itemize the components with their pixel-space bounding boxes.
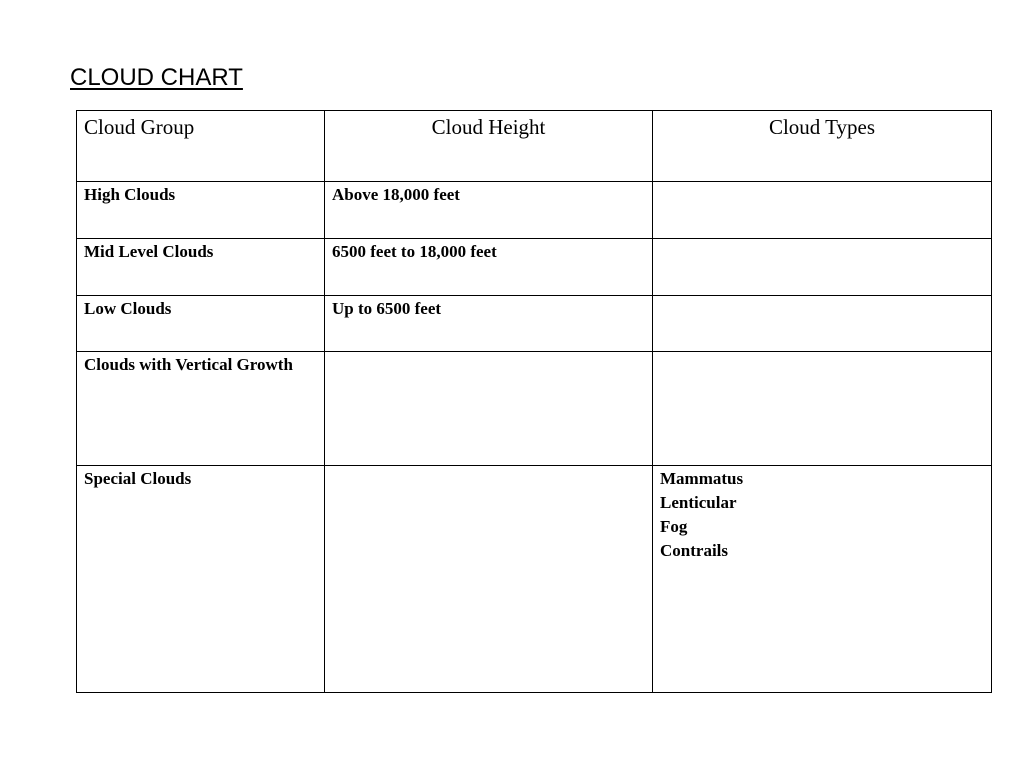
table-header-row — [77, 111, 992, 182]
cloud-types-list — [660, 467, 984, 563]
row-group-cell: Special Clouds — [77, 466, 325, 693]
row-height-cell: 6500 feet to 18,000 feet — [325, 239, 653, 296]
header-cloud-types: Cloud Types — [653, 111, 992, 182]
cloud-chart-table — [76, 110, 992, 693]
row-group-cell: Low Clouds — [77, 296, 325, 352]
row-group-cell: Mid Level Clouds — [77, 239, 325, 296]
row-types-cell — [653, 352, 992, 466]
list-item: Fog — [660, 517, 688, 536]
table-row — [77, 239, 992, 296]
row-height-cell: Above 18,000 feet — [325, 182, 653, 239]
header-cloud-height: Cloud Height — [325, 111, 653, 182]
row-types-cell — [653, 182, 992, 239]
table-row — [77, 296, 992, 352]
row-height-cell — [325, 352, 653, 466]
row-types-cell — [653, 239, 992, 296]
table-row — [77, 182, 992, 239]
row-types-cell — [653, 296, 992, 352]
row-height-cell — [325, 466, 653, 693]
header-cloud-group: Cloud Group — [77, 111, 325, 182]
list-item: Contrails — [660, 541, 728, 560]
row-group-cell: Clouds with Vertical Growth — [77, 352, 325, 466]
table-row — [77, 352, 992, 466]
list-item: Mammatus — [660, 469, 744, 488]
table-row — [77, 466, 992, 693]
row-group-cell: High Clouds — [77, 182, 325, 239]
page-title: CLOUD CHART — [70, 64, 243, 91]
list-item: Lenticular — [660, 493, 737, 512]
row-types-cell — [653, 466, 992, 693]
row-height-cell: Up to 6500 feet — [325, 296, 653, 352]
